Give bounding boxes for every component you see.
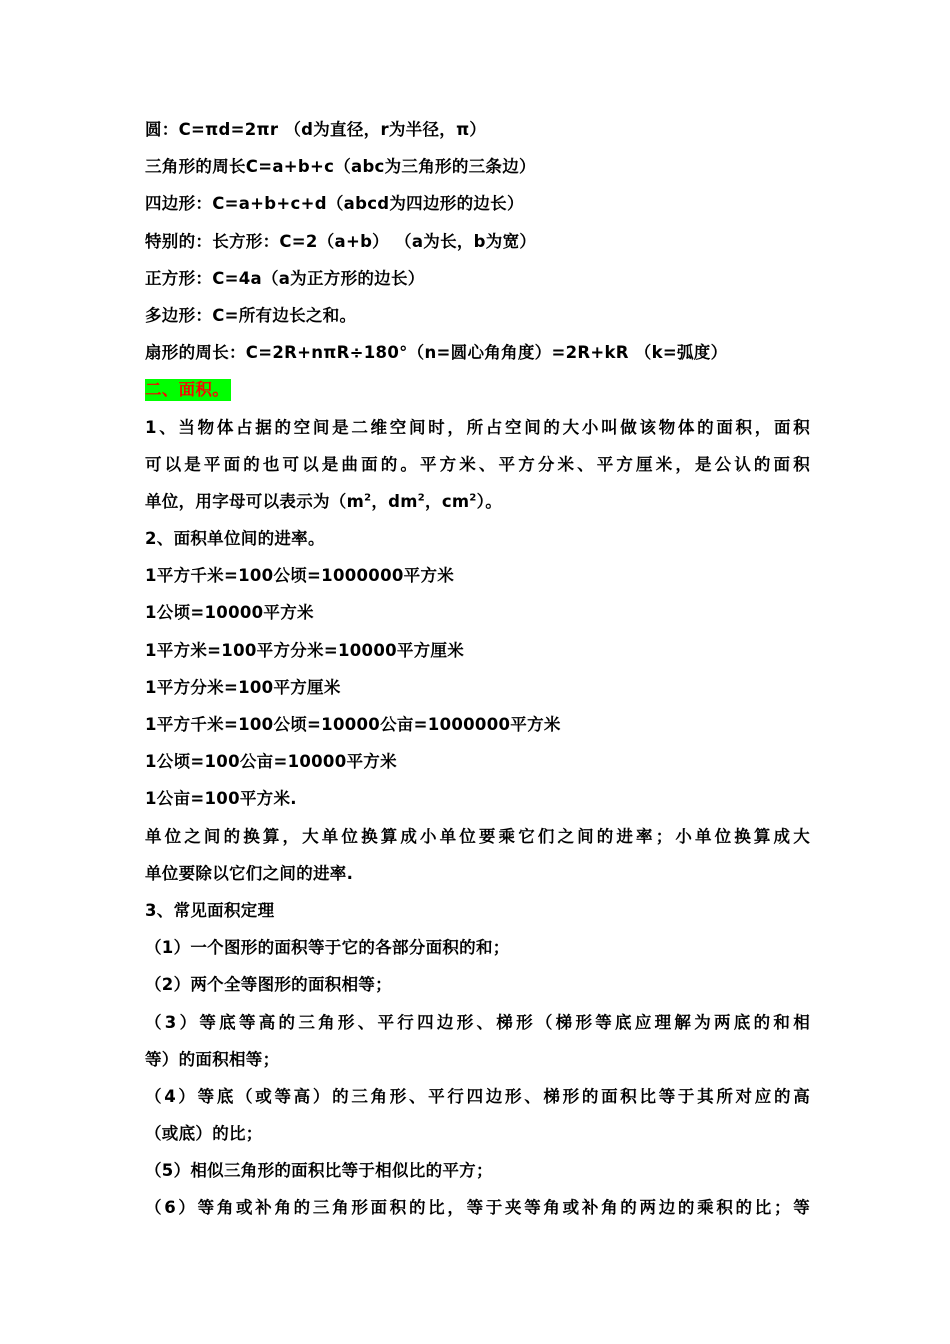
perimeter-square: 正方形：C=4a（a为正方形的边长）: [145, 268, 425, 288]
section-heading-area: 二、面积。: [145, 380, 229, 400]
area-unit-cm: ，cm: [425, 491, 470, 511]
area-definition-line-1: 1、当物体占据的空间是二维空间时，所占空间的大小叫做该物体的面积，面积: [145, 417, 810, 437]
conversion-row: 1公亩=100平方米.: [145, 789, 297, 809]
area-definition-line-2: 可以是平面的也可以是曲面的。平方米、平方分米、平方厘米，是公认的面积: [145, 454, 810, 474]
theorem-2: （2）两个全等图形的面积相等；: [145, 975, 392, 995]
theorem-3-line-1: （3）等底等高的三角形、平行四边形、梯形（梯形等底应理解为两底的和相: [145, 1012, 810, 1032]
conversion-title: 2、面积单位间的进率。: [145, 529, 325, 549]
perimeter-quadrilateral: 四边形：C=a+b+c+d（abcd为四边形的边长）: [145, 194, 524, 214]
conversion-row: 1平方米=100平方分米=10000平方厘米: [145, 640, 465, 660]
perimeter-polygon: 多边形：C=所有边长之和。: [145, 305, 357, 325]
theorem-title: 3、常见面积定理: [145, 900, 275, 920]
section-heading-row: [145, 371, 810, 408]
superscript-square-m: 2: [364, 492, 372, 504]
perimeter-rectangle: 特别的：长方形：C=2（a+b） （a为长，b为宽）: [145, 231, 537, 251]
area-definition-line-3: [145, 483, 810, 520]
perimeter-circle: 圆：C=πd=2πr （d为直径，r为半径，π）: [145, 120, 487, 139]
theorem-3-line-2: 等）的面积相等；: [145, 1049, 280, 1069]
perimeter-sector: 扇形的周长：C=2R+nπR÷180°（n=圆心角角度）=2R+kR （k=弧度）: [145, 343, 728, 363]
document-page: [145, 111, 810, 1227]
theorem-5: （5）相似三角形的面积比等于相似比的平方；: [145, 1161, 493, 1181]
area-unit-dm: ，dm: [371, 491, 418, 511]
conversion-rule-line-2: 单位要除以它们之间的进率.: [145, 863, 354, 883]
conversion-row: 1平方千米=100公顷=10000公亩=1000000平方米: [145, 715, 561, 734]
superscript-square-dm: 2: [417, 492, 426, 504]
area-unit-suffix: ）。: [476, 491, 503, 511]
conversion-row: 1公顷=100公亩=10000平方米: [145, 752, 397, 772]
theorem-1: （1）一个图形的面积等于它的各部分面积的和；: [145, 938, 510, 958]
conversion-row: 1平方分米=100平方厘米: [145, 677, 341, 697]
theorem-4-line-2: （或底）的比；: [145, 1124, 263, 1144]
perimeter-triangle: 三角形的周长C=a+b+c（abc为三角形的三条边）: [145, 157, 536, 177]
conversion-rule-line-1: 单位之间的换算，大单位换算成小单位要乘它们之间的进率；小单位换算成大: [145, 826, 810, 846]
conversion-row: 1公顷=10000平方米: [145, 603, 314, 623]
conversion-row: 1平方千米=100公顷=1000000平方米: [145, 566, 455, 586]
theorem-6-line-1: （6）等角或补角的三角形面积的比，等于夹等角或补角的两边的乘积的比；等: [145, 1198, 810, 1218]
superscript-square-cm: 2: [469, 492, 477, 504]
area-unit-prefix: 单位，用字母可以表示为（m: [145, 491, 365, 511]
theorem-4-line-1: （4）等底（或等高）的三角形、平行四边形、梯形的面积比等于其所对应的高: [145, 1086, 810, 1106]
